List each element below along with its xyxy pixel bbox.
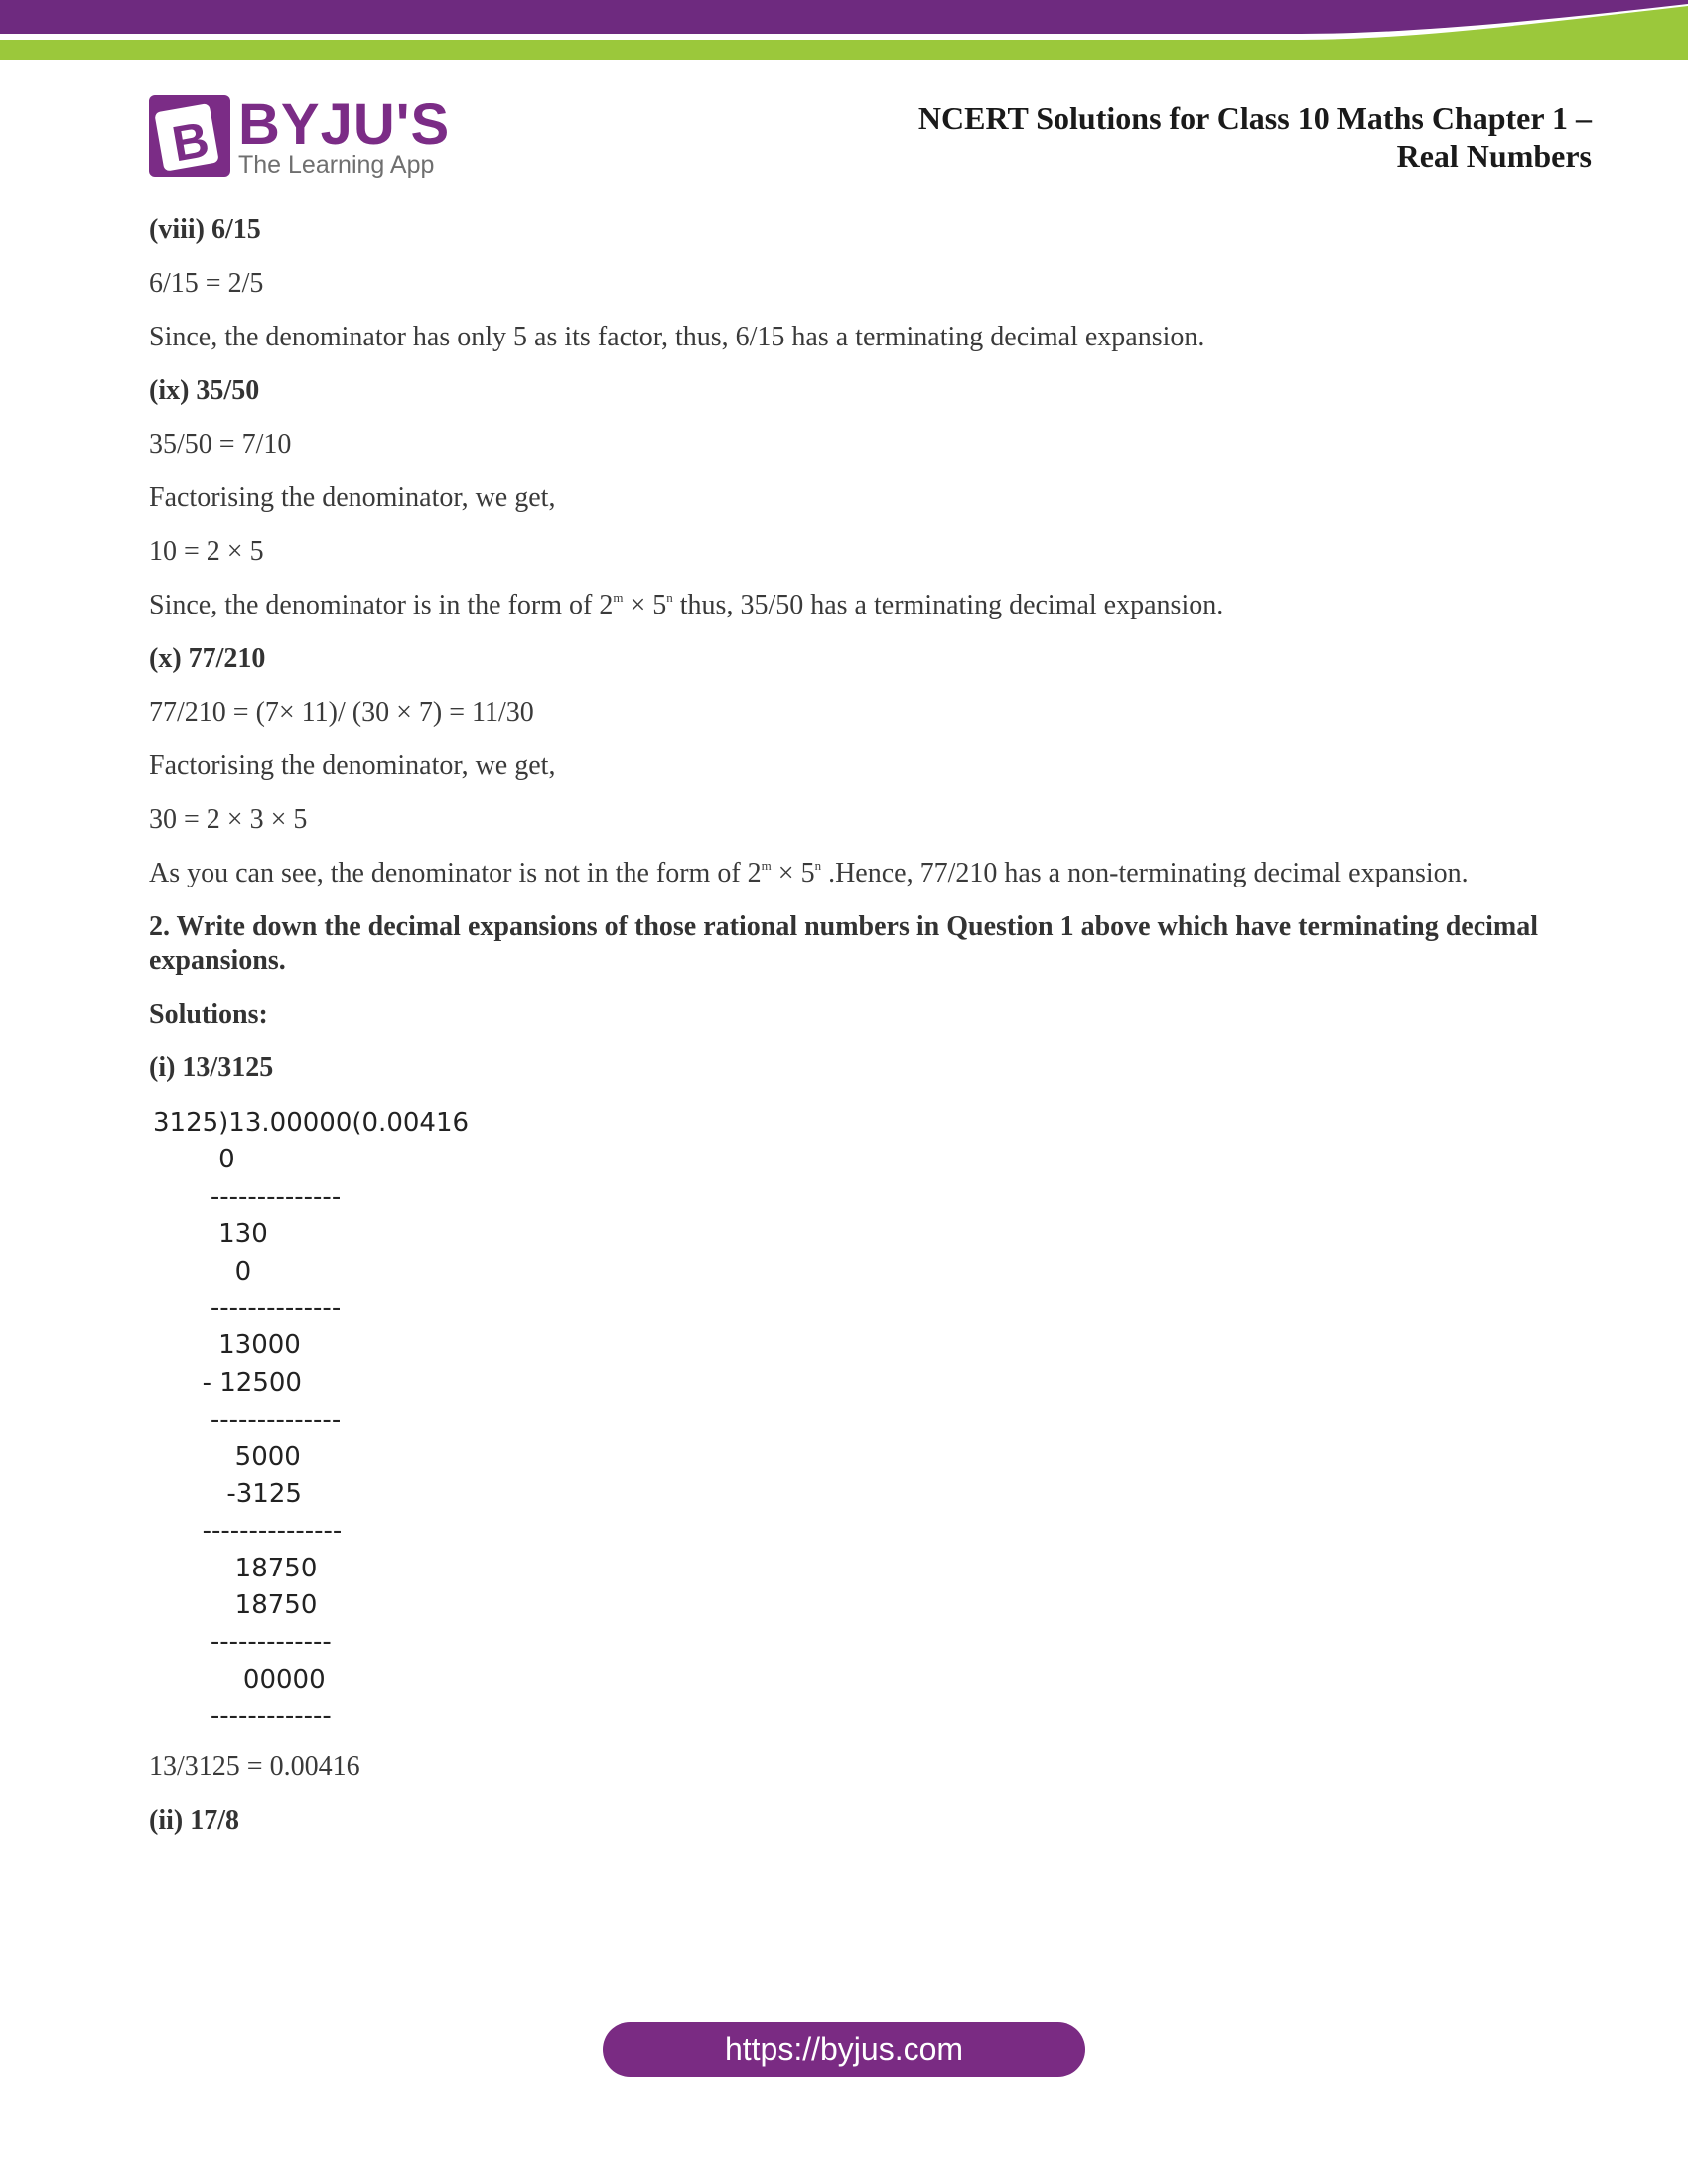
document-title-line1: NCERT Solutions for Class 10 Maths Chapter 1 –	[917, 100, 1592, 136]
long-division-row: 130	[153, 1219, 268, 1250]
long-division-row: 0	[153, 1256, 252, 1287]
long-division-row: 00000	[153, 1664, 326, 1695]
long-division-row: --------------	[153, 1293, 342, 1323]
document-body	[149, 213, 1559, 1857]
part-ix-explanation: Since, the denominator is in the form of $2^m \times 5^n$ thus, 35/50 has a terminating decimal expansion.	[149, 590, 1224, 620]
part-x-equation: 77/210 = (7× 11)/ (30 × 7) = 11/30	[149, 697, 534, 728]
long-division-row: --------------	[153, 1181, 342, 1212]
svg-text:B: B	[168, 111, 213, 173]
long-division-working	[153, 1105, 1559, 1736]
long-division-row: 13000	[153, 1330, 301, 1361]
part-x-factor-equation: 30 = 2 × 3 × 5	[149, 804, 308, 835]
top-banner	[0, 0, 1688, 69]
long-division-row: -------------	[153, 1702, 332, 1732]
document-title-line2: Real Numbers	[1396, 138, 1592, 174]
part-ix-equation: 35/50 = 7/10	[149, 429, 292, 460]
byjus-b-logo-icon	[149, 95, 230, 177]
footer-url-link[interactable]: https://byjus.com	[603, 2022, 1085, 2077]
long-division-row: -------------	[153, 1627, 332, 1658]
part-i-result: 13/3125 = 0.00416	[149, 1750, 360, 1782]
long-division-row: ---------------	[153, 1516, 343, 1547]
question-2: 2. Write down the decimal expansions of those rational numbers in Question 1 above which have terminating decimal expansions.	[149, 911, 1539, 976]
long-division-row: 0	[153, 1145, 235, 1175]
solutions-label: Solutions:	[149, 999, 268, 1029]
part-i-heading: (i) 13/3125	[149, 1052, 274, 1083]
part-ix-heading: (ix) 35/50	[149, 375, 260, 406]
part-x-explanation: As you can see, the denominator is not in the form of $2^m \times 5^n$ .Hence, 77/210 has a non-terminating decimal expansion.	[149, 858, 1469, 888]
byjus-logo	[149, 92, 451, 181]
part-x-heading: (x) 77/210	[149, 643, 266, 674]
part-x-factor-intro: Factorising the denominator, we get,	[149, 751, 556, 781]
long-division-row: --------------	[153, 1405, 342, 1435]
part-ii-heading: (ii) 17/8	[149, 1804, 239, 1836]
long-division-row: 18750	[153, 1553, 318, 1583]
long-division-row: 5000	[153, 1441, 301, 1472]
long-division-row: -3125	[153, 1478, 302, 1509]
part-ix-factor-intro: Factorising the denominator, we get,	[149, 482, 556, 513]
part-viii-heading: (viii) 6/15	[149, 214, 261, 245]
part-ix-factor-equation: 10 = 2 × 5	[149, 536, 264, 567]
long-division-row: - 12500	[153, 1367, 302, 1398]
long-division-row: 3125)13.00000(0.00416	[153, 1108, 470, 1138]
part-viii-explanation: Since, the denominator has only 5 as its factor, thus, 6/15 has a terminating decimal expansion.	[149, 322, 1205, 352]
document-title	[918, 99, 1592, 175]
logo-wordmark: BYJU'S	[238, 92, 451, 157]
logo-tagline: The Learning App	[238, 151, 435, 179]
part-viii-equation: 6/15 = 2/5	[149, 268, 264, 299]
long-division-row: 18750	[153, 1590, 318, 1621]
